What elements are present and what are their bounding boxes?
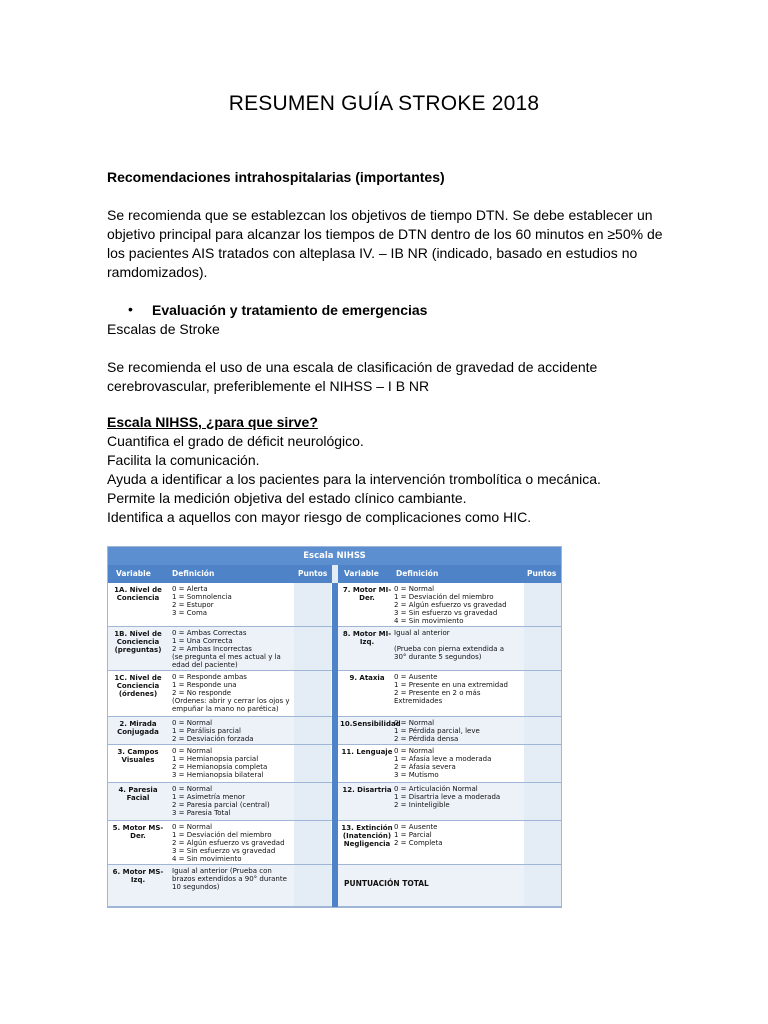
definition — [172, 585, 292, 617]
definition-line: Igual al anterior — [394, 629, 450, 637]
definition-line: (se pregunta el mes actual y la — [172, 653, 281, 661]
table-row — [338, 627, 561, 671]
points-cell — [294, 783, 331, 821]
points-cell — [524, 745, 561, 783]
definition-line: 2 = Algún esfuerzo vs gravedad — [394, 601, 507, 609]
definition-line: Igual al anterior (Prueba con — [172, 867, 272, 875]
section-heading-recomendaciones: Recomendaciones intrahospitalarias (importantes) — [107, 169, 445, 185]
paragraph-line: Se recomienda el uso de una escala de clasificación de gravedad de accidente — [107, 359, 598, 375]
definition-line: 0 = Normal — [172, 747, 213, 755]
row-divider — [338, 906, 561, 907]
table-row — [108, 865, 332, 907]
left-header — [108, 565, 332, 583]
nihss-table — [107, 546, 562, 908]
definition-line: 3 = Paresia Total — [172, 809, 231, 817]
definition-line: 2 = Hemianopsia completa — [172, 763, 268, 771]
variable-name: 1A. Nivel de Conciencia — [114, 586, 162, 602]
definition-line: 1 = Una Correcta — [172, 637, 233, 645]
definition-line — [394, 637, 514, 645]
definition-line: 2 = Presente en 2 o más — [394, 689, 481, 697]
header-definicion: Definición — [396, 569, 439, 578]
table-row — [108, 671, 332, 717]
definition-line: 2 = Pérdida densa — [394, 735, 459, 743]
definition — [172, 867, 292, 891]
table-row — [108, 717, 332, 745]
table-row — [338, 783, 561, 821]
definition-line: 1 = Responde una — [172, 681, 237, 689]
definition-line: 1 = Hemianopsia parcial — [172, 755, 259, 763]
definition-line: brazos extendidos a 90° durante — [172, 875, 287, 883]
points-cell — [294, 627, 331, 671]
definition — [394, 719, 514, 743]
definition-line: 1 = Somnolencia — [172, 593, 232, 601]
header-puntos: Puntos — [527, 569, 557, 578]
paragraph-dtn — [107, 206, 687, 282]
header-variable: Variable — [344, 569, 379, 578]
definition-line: 0 = Normal — [394, 719, 435, 727]
definition-line: 0 = Ausente — [394, 823, 438, 831]
definition — [394, 585, 514, 625]
definition — [394, 823, 514, 847]
right-header — [338, 565, 561, 583]
table-row — [338, 717, 561, 745]
points-cell — [524, 821, 561, 865]
definition-line: 2 = Algún esfuerzo vs gravedad — [172, 839, 285, 847]
variable-name: 1C. Nivel de Conciencia (órdenes) — [114, 674, 162, 698]
table-row — [108, 583, 332, 627]
variable-name: 13. Extinción (Inatención) Negligencia — [341, 824, 393, 848]
points-cell — [524, 583, 561, 627]
definition — [172, 747, 292, 779]
paragraph-line: ramdomizados). — [107, 264, 208, 280]
points-cell — [294, 717, 331, 745]
variable-name: 4. Paresia Facial — [118, 786, 158, 802]
paragraph-line: Se recomienda que se establezcan los objetivos de tiempo DTN. Se debe establecer un — [107, 207, 653, 223]
definition-line: 1 = Disartria leve a moderada — [394, 793, 501, 801]
variable-name: 3. Campos Visuales — [117, 748, 159, 764]
definition-line: 2 = Afasia severa — [394, 763, 456, 771]
list-item: Cuantifica el grado de déficit neurológico. — [107, 433, 364, 449]
points-cell — [524, 717, 561, 745]
definition-line: Extremidades — [394, 697, 443, 705]
variable-name: 2. Mirada Conjugada — [117, 720, 159, 736]
definition-line: (Ordenes: abrir y cerrar los ojos y — [172, 697, 290, 705]
definition-line: 1 = Pérdida parcial, leve — [394, 727, 480, 735]
table-row — [108, 783, 332, 821]
paragraph-line: los pacientes AIS tratados con alteplasa IV. – IB NR (indicado, basado en estudios no — [107, 245, 638, 261]
variable-name: 10.Sensibilidad — [340, 720, 401, 728]
row-divider — [108, 906, 332, 907]
definition — [172, 823, 292, 863]
definition-line: 1 = Presente en una extremidad — [394, 681, 508, 689]
variable-name: 12. Disartria — [342, 786, 392, 794]
definition — [172, 719, 292, 743]
bullet-icon: • — [128, 301, 133, 317]
definition — [394, 785, 514, 809]
definition — [172, 673, 292, 713]
definition-line: 1 = Parcial — [394, 831, 432, 839]
variable-name: 9. Ataxia — [349, 674, 385, 682]
definition-line: 0 = Ausente — [394, 673, 438, 681]
variable-name: 6. Motor MS-Izq. — [112, 868, 164, 884]
points-cell — [294, 821, 331, 865]
definition-line: 0 = Ambas Correctas — [172, 629, 247, 637]
definition-line: 10 segundos) — [172, 883, 220, 891]
definition-line: 3 = Coma — [172, 609, 208, 617]
list-item: Identifica a aquellos con mayor riesgo de complicaciones como HIC. — [107, 509, 532, 525]
definition-line: 2 = Estupor — [172, 601, 214, 609]
definition-line: 0 = Normal — [394, 585, 435, 593]
definition-line: 2 = No responde — [172, 689, 232, 697]
points-cell — [294, 671, 331, 717]
definition-line: 1 = Parálisis parcial — [172, 727, 241, 735]
header-variable: Variable — [116, 569, 151, 578]
header-definicion: Definición — [172, 569, 215, 578]
list-item: Ayuda a identificar a los pacientes para la intervención trombolítica o mecánica. — [107, 471, 601, 487]
definition-line: 1 = Desviación del miembro — [172, 831, 272, 839]
definition-line: edad del paciente) — [172, 661, 238, 669]
definition — [394, 673, 514, 705]
definition-line: 3 = Mutismo — [394, 771, 439, 779]
definition-line: 0 = Normal — [172, 785, 213, 793]
points-cell — [524, 671, 561, 717]
definition-line: 2 = Ininteligible — [394, 801, 450, 809]
header-puntos: Puntos — [298, 569, 328, 578]
definition — [172, 785, 292, 817]
definition-line: 4 = Sin movimiento — [172, 855, 242, 863]
definition-line: 3 = Sin esfuerzo vs gravedad — [172, 847, 276, 855]
definition-line: 3 = Sin esfuerzo vs gravedad — [394, 609, 498, 617]
section-heading-nihss: Escala NIHSS, ¿para que sirve? — [107, 414, 318, 430]
definition-line: 2 = Paresia parcial (central) — [172, 801, 270, 809]
paragraph-line: cerebrovascular, preferiblemente el NIHSS – I B NR — [107, 378, 430, 394]
variable-name: 1B. Nivel de Conciencia (preguntas) — [114, 630, 162, 654]
variable-name: 11. Lenguaje — [341, 748, 393, 756]
uses-list — [107, 432, 707, 527]
definition-line: (Prueba con pierna extendida a — [394, 645, 505, 653]
definition-line: 30° durante 5 segundos) — [394, 653, 482, 661]
points-cell — [524, 865, 561, 907]
list-item: Facilita la comunicación. — [107, 452, 260, 468]
points-cell — [524, 783, 561, 821]
variable-name: 5. Motor MS-Der. — [112, 824, 164, 840]
definition-line: 1 = Desviación del miembro — [394, 593, 494, 601]
definition-line: 2 = Ambas Incorrectas — [172, 645, 252, 653]
table-row — [338, 671, 561, 717]
definition — [172, 629, 292, 669]
definition — [394, 747, 514, 779]
definition-line: 2 = Completa — [394, 839, 443, 847]
definition-line: 0 = Alerta — [172, 585, 208, 593]
definition-line: 0 = Articulación Normal — [394, 785, 478, 793]
table-row — [108, 745, 332, 783]
list-item: Permite la medición objetiva del estado clínico cambiante. — [107, 490, 467, 506]
table-row — [338, 745, 561, 783]
definition-line: 2 = Desviación forzada — [172, 735, 254, 743]
definition-line: 0 = Normal — [172, 719, 213, 727]
table-row — [108, 627, 332, 671]
definition — [394, 629, 514, 661]
table-row — [108, 821, 332, 865]
variable-name: 7. Motor MI-Der. — [342, 586, 392, 602]
definition-line: 1 = Afasia leve a moderada — [394, 755, 492, 763]
points-cell — [294, 583, 331, 627]
definition-line: 0 = Normal — [172, 823, 213, 831]
definition-line: 0 = Normal — [394, 747, 435, 755]
definition-line: 1 = Asimetría menor — [172, 793, 246, 801]
definition-line: empuñar la mano no parética) — [172, 705, 279, 713]
definition-line: 0 = Responde ambas — [172, 673, 247, 681]
points-cell — [524, 627, 561, 671]
table-row — [338, 821, 561, 865]
table-row — [338, 583, 561, 627]
paragraph-nihss — [107, 358, 667, 396]
subheading-escalas: Escalas de Stroke — [107, 321, 220, 337]
table-title: Escala NIHSS — [108, 547, 561, 565]
points-cell — [294, 745, 331, 783]
paragraph-line: objetivo principal para alcanzar los tiempos de DTN dentro de los 60 minutos en ≥50% de — [107, 226, 663, 242]
table-row — [338, 865, 561, 907]
definition-line: 3 = Hemianopsia bilateral — [172, 771, 264, 779]
variable-name: PUNTUACIÓN TOTAL — [344, 879, 429, 888]
page-title: RESUMEN GUÍA STROKE 2018 — [228, 92, 540, 115]
points-cell — [294, 865, 331, 907]
variable-name: 8. Motor MI-Izq. — [342, 630, 392, 646]
definition-line: 4 = Sin movimiento — [394, 617, 464, 625]
bullet-heading: Evaluación y tratamiento de emergencias — [152, 302, 428, 318]
